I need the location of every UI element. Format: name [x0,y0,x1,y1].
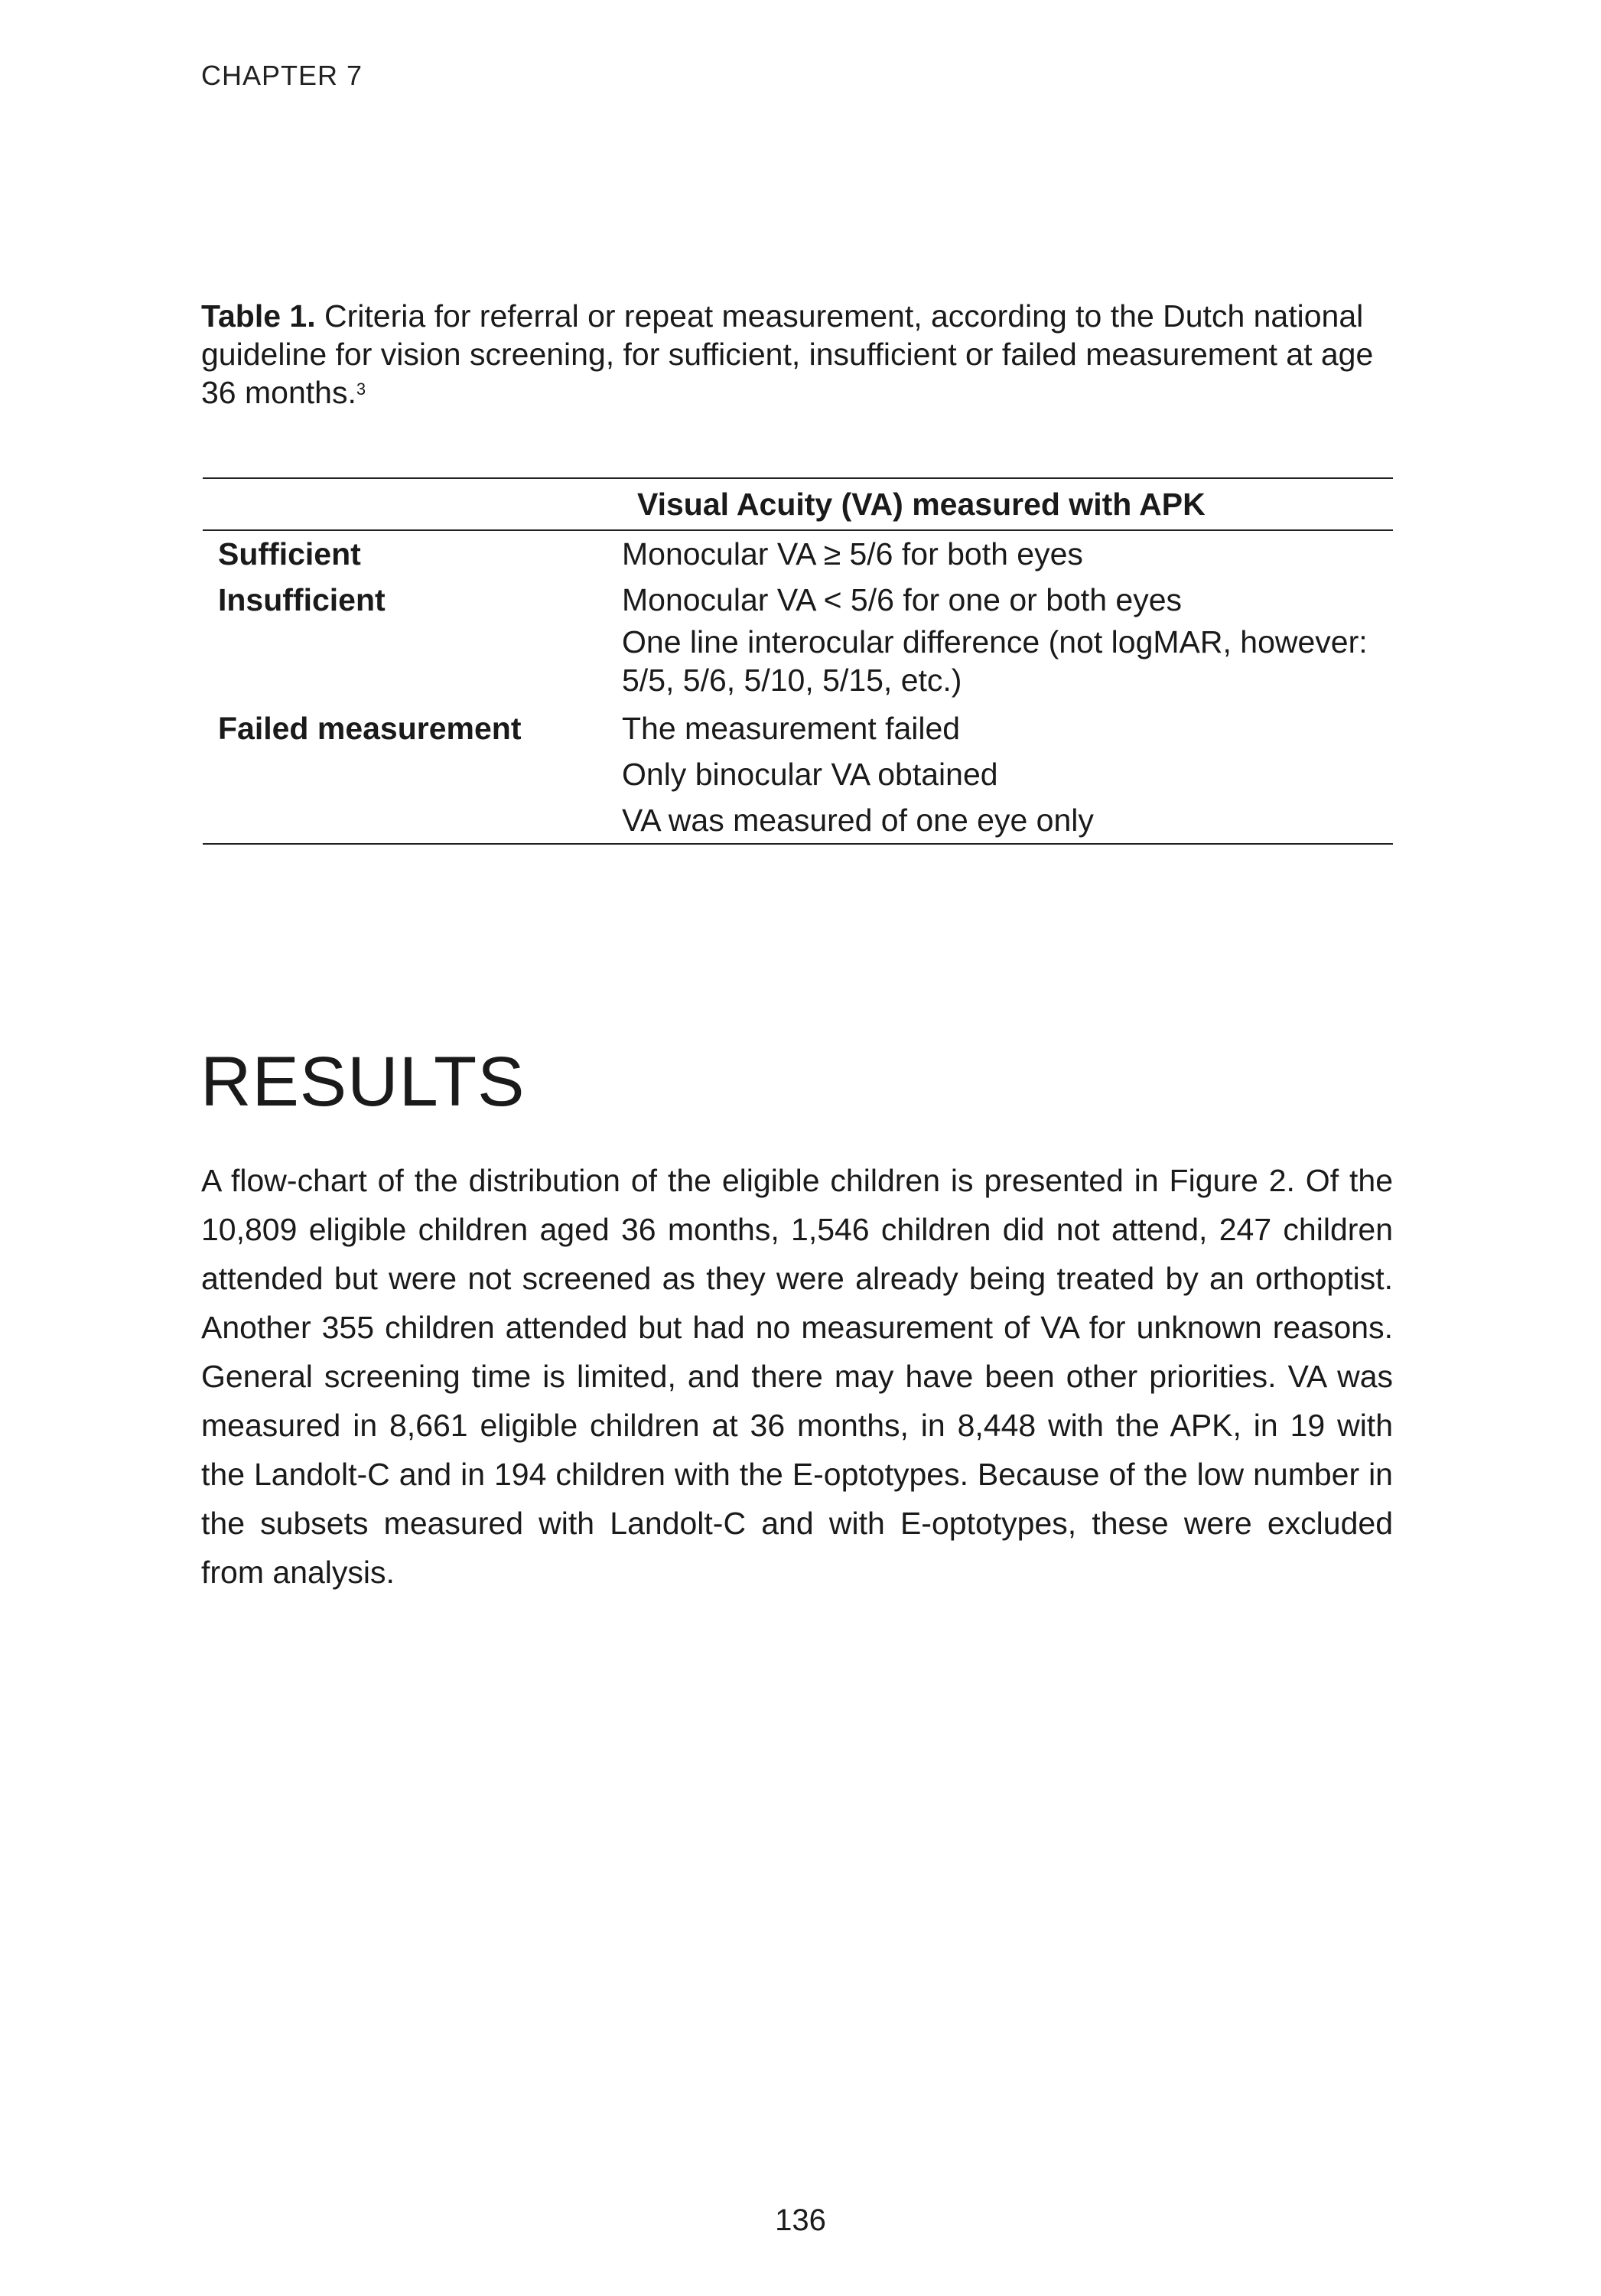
table-row-failed-measurement [203,705,1393,843]
row-criterion: Monocular VA < 5/6 for one or both eyes [622,582,1182,617]
row-category: Sufficient [218,536,361,572]
row-criterion: Only binocular VA obtained [622,757,998,792]
row-criterion: The measurement failed [622,711,961,746]
criteria-table [203,477,1393,845]
table-header-row [203,479,1393,531]
row-category: Failed measurement [218,711,522,746]
table-caption-reference: 3 [356,379,366,399]
running-head: CHAPTER 7 [201,60,363,91]
table-row-sufficient [203,531,1393,577]
table-caption [201,297,1394,412]
table-caption-label: Table 1. [201,298,316,334]
row-category: Insufficient [218,582,386,617]
table-caption-text: Criteria for referral or repeat measurement, according to the Dutch national guideline for vision screening, for sufficient, insufficient or failed measurement at age 36 months. [201,298,1374,410]
results-paragraph: A flow-chart of the distribution of the eligible children is presented in Figure 2. Of the 10,809 eligible children aged 36 months, 1,546 children did not attend, 247 children attended but were not screened as they were already being treated by an orthoptist. Another 355 children attended but had no measurement of VA for unknown reasons. General screening time is limited, and there may have been other priorities. VA was measured in 8,661 eligible children at 36 months, in 8,448 with the APK, in 19 with the Landolt-C and in 194 children with the E-optotypes. Because of the low number in the subsets measured with Landolt-C and with E-optotypes, these were excluded from analysis. [201,1163,1393,1590]
table-column-header: Visual Acuity (VA) measured with APK [637,486,1206,522]
row-criterion: Monocular VA ≥ 5/6 for both eyes [622,536,1083,572]
section-heading: RESULTS [200,1042,526,1121]
page-number: 136 [775,2203,826,2237]
table-row-insufficient [203,577,1393,705]
row-criterion: One line interocular difference (not logMAR, however: 5/5, 5/6, 5/10, 5/15, etc.) [622,624,1368,698]
row-criterion: VA was measured of one eye only [622,803,1094,838]
